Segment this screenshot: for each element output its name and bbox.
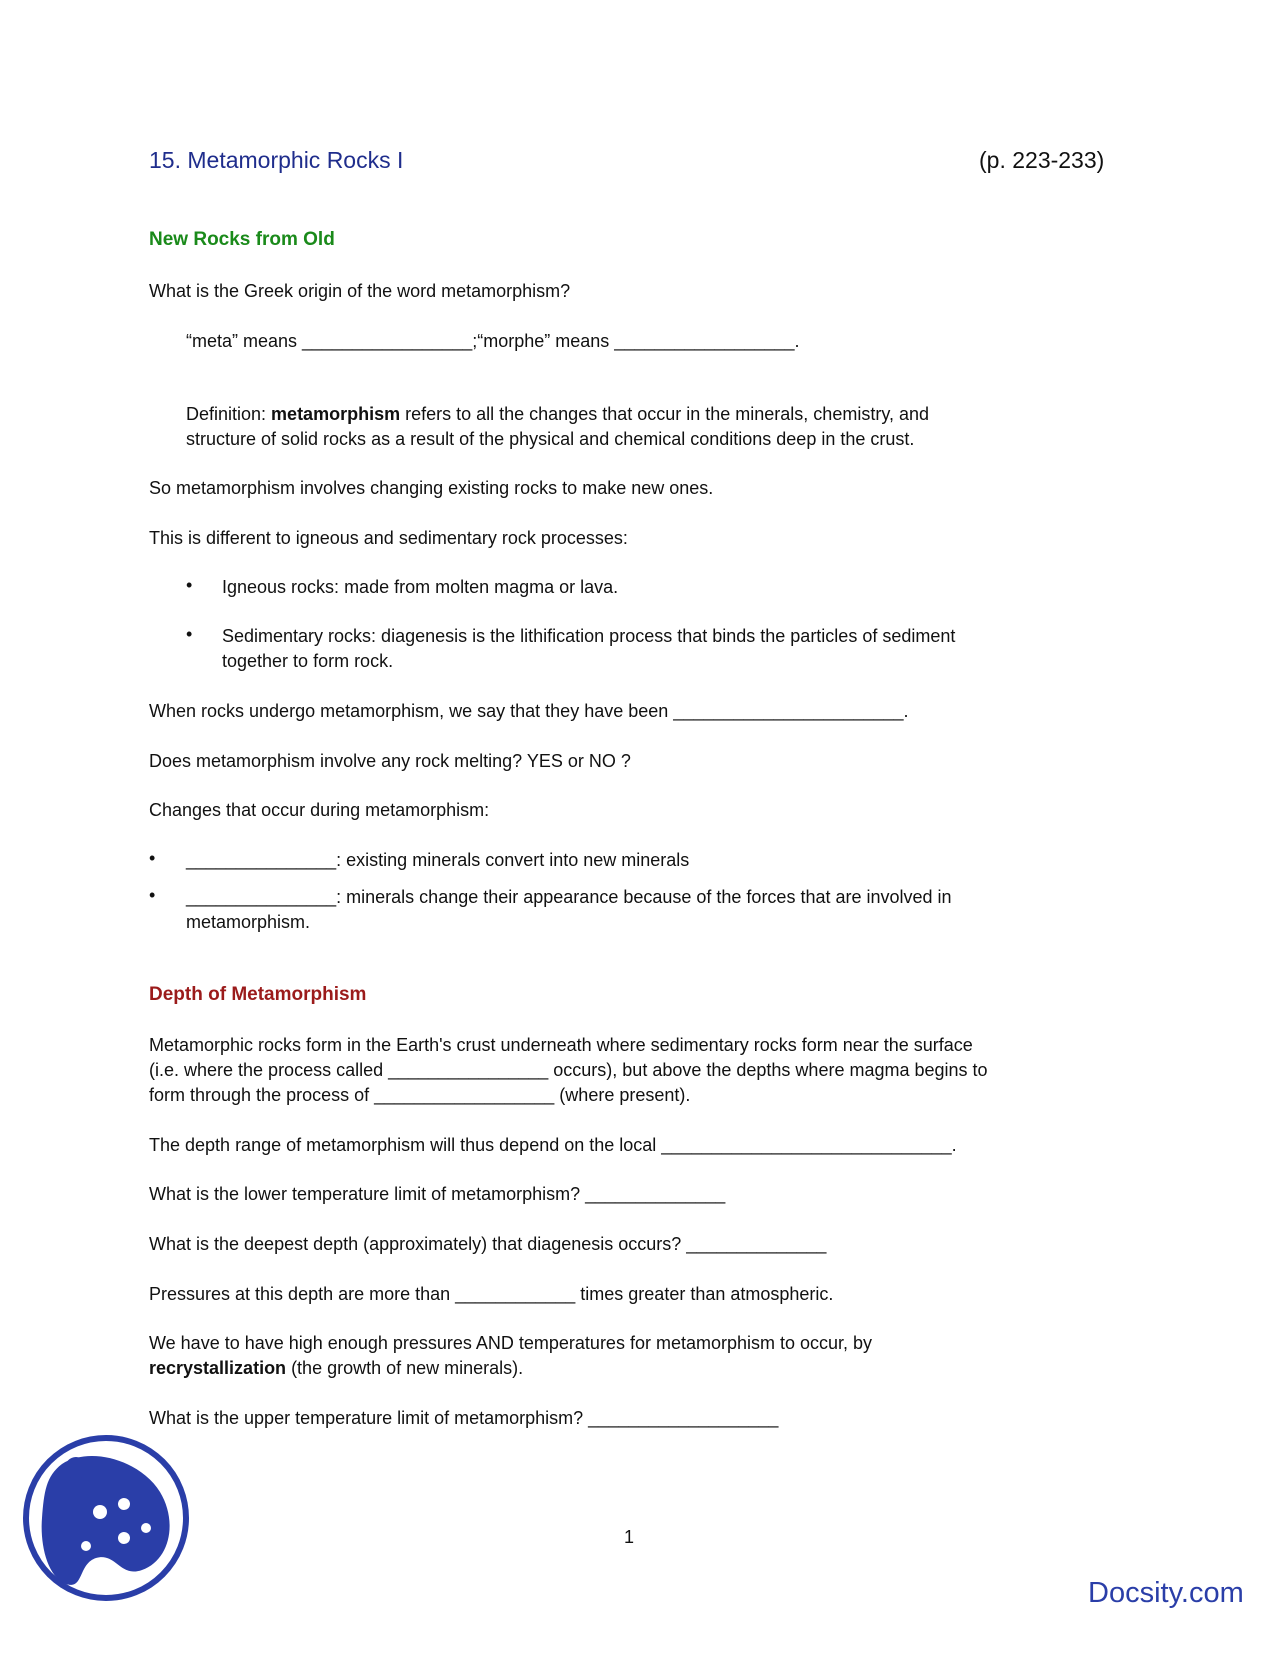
when-rocks-line: When rocks undergo metamorphism, we say that they have been _______________________. (149, 701, 909, 721)
bullet-sedimentary-line-1: Sedimentary rocks: diagenesis is the lithification process that binds the particles of sediment (222, 626, 956, 646)
change-item-2-line-1: _______________: minerals change their appearance because of the forces that are involved in (186, 887, 952, 907)
so-metamorphism-line: So metamorphism involves changing existing rocks to make new ones. (149, 478, 714, 498)
definition-line-1 (186, 402, 929, 427)
lower-temp-question: What is the lower temperature limit of metamorphism? ______________ (149, 1184, 726, 1204)
depth-range-line: The depth range of metamorphism will thus depend on the local _____________________________. (149, 1135, 957, 1155)
bullet-icon: • (149, 885, 156, 905)
depth-paragraph-line-1: Metamorphic rocks form in the Earth's crust underneath where sedimentary rocks form near the surface (149, 1035, 973, 1055)
high-pressures-line-2 (149, 1356, 523, 1381)
bullet-sedimentary-line-2: together to form rock. (222, 651, 394, 671)
docsity-logo-icon (20, 1432, 192, 1604)
pressures-line: Pressures at this depth are more than ____________ times greater than atmospheric. (149, 1284, 834, 1304)
page-number: 1 (624, 1527, 635, 1547)
bullet-igneous: Igneous rocks: made from molten magma or lava. (222, 577, 619, 597)
definition-label: Definition: (186, 404, 272, 424)
meta-morphe-line: “meta” means _________________;“morphe” means __________________. (186, 331, 800, 351)
changes-line: Changes that occur during metamorphism: (149, 800, 490, 820)
section-heading-new-rocks: New Rocks from Old (149, 229, 335, 250)
docsity-brand: Docsity.com (1088, 1577, 1244, 1609)
depth-paragraph-line-3: form through the process of __________________ (where present). (149, 1085, 691, 1105)
recrystallization-term: recrystallization (149, 1358, 287, 1378)
page-range: (p. 223-233) (979, 147, 1105, 173)
bullet-icon: • (186, 624, 193, 644)
change-item-1: _______________: existing minerals convert into new minerals (186, 850, 690, 870)
bullet-icon: • (186, 575, 193, 595)
depth-paragraph-line-2: (i.e. where the process called ________________ occurs), but above the depths where magma begins to (149, 1060, 988, 1080)
definition-term: metamorphism (271, 404, 401, 424)
deepest-depth-question: What is the deepest depth (approximately) that diagenesis occurs? ______________ (149, 1234, 827, 1254)
bullet-icon: • (149, 848, 156, 868)
question-greek-origin: What is the Greek origin of the word metamorphism? (149, 281, 571, 301)
definition-line-2: structure of solid rocks as a result of the physical and chemical conditions deep in the crust. (186, 429, 915, 449)
recrystallization-rest: (the growth of new minerals). (286, 1358, 524, 1378)
melting-question: Does metamorphism involve any rock melting? YES or NO ? (149, 751, 631, 771)
high-pressures-line-1: We have to have high enough pressures AND temperatures for metamorphism to occur, by (149, 1333, 873, 1353)
section-heading-depth: Depth of Metamorphism (149, 984, 367, 1005)
change-item-2-line-2: metamorphism. (186, 912, 311, 932)
definition-rest: refers to all the changes that occur in the minerals, chemistry, and (400, 404, 930, 424)
page-title: 15. Metamorphic Rocks I (149, 147, 404, 173)
upper-temp-question: What is the upper temperature limit of metamorphism? ___________________ (149, 1408, 779, 1428)
different-line: This is different to igneous and sedimentary rock processes: (149, 528, 628, 548)
